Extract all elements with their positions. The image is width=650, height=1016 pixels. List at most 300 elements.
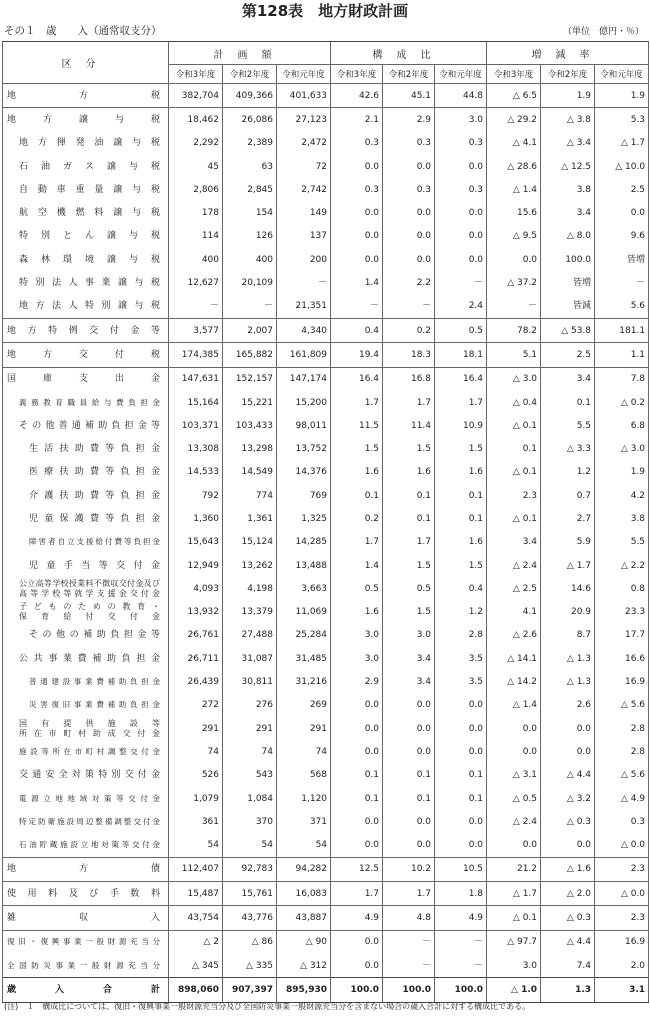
table-cell: 13,488 [277,554,331,577]
table-cell: 98,011 [277,414,331,437]
table-cell: 0.0 [383,834,435,858]
table-cell: 1.9 [541,84,595,108]
table-cell: 31,485 [277,647,331,670]
table-cell: 382,704 [169,84,223,108]
table-cell: 0.0 [435,248,487,271]
table-cell: 2.9 [383,108,435,132]
table-cell: 2.1 [331,108,383,132]
table-cell: 0.0 [383,694,435,717]
table-row [3,178,649,201]
table-row [3,155,649,178]
table-cell: △ 86 [223,930,277,954]
table-cell: △ 4.9 [595,787,649,810]
row-label: 児童手当等交付金 [3,554,169,577]
table-cell: △ 3.8 [541,108,595,132]
header-year: 令和2年度 [383,65,435,84]
table-cell: △ 0.1 [487,507,541,530]
table-cell: 792 [169,484,223,507]
row-label: 地方債 [3,857,169,881]
table-cell: 1.7 [383,391,435,414]
table-cell: 1.9 [595,461,649,484]
table-cell: 13,379 [223,601,277,624]
table-cell: 72 [277,155,331,178]
table-row [3,225,649,248]
table-cell: 42.6 [331,84,383,108]
table-row [3,531,649,554]
table-cell: 10.5 [435,857,487,881]
table-row [3,787,649,810]
table-cell: 126 [223,225,277,248]
table-body [3,84,649,1003]
table-cell: △ 2.4 [487,810,541,833]
table-cell: 0.0 [541,834,595,858]
table-cell: 3.4 [487,531,541,554]
table-row [3,132,649,155]
table-cell: 2.8 [435,624,487,647]
table-cell: 5.1 [487,343,541,367]
table-cell: 272 [169,694,223,717]
table-cell: 8.7 [541,624,595,647]
table-cell: 21,351 [277,295,331,319]
table-cell: 11,069 [277,601,331,624]
table-cell: 0.0 [435,694,487,717]
table-cell: 1,079 [169,787,223,810]
header-year: 令和3年度 [169,65,223,84]
table-cell: △ 0.1 [487,414,541,437]
table-row [3,554,649,577]
table-cell: 154 [223,201,277,224]
table-cell: △ 0.5 [487,787,541,810]
table-row [3,601,649,624]
table-cell: 26,711 [169,647,223,670]
table-row [3,882,649,906]
table-cell: 0.0 [331,225,383,248]
table-row [3,248,649,271]
table-cell: － [277,271,331,294]
row-label: 地方税 [3,84,169,108]
table-cell: △ 5.6 [595,764,649,787]
table-row [3,857,649,881]
table-cell: 11.5 [331,414,383,437]
table-cell: △ 2.4 [487,554,541,577]
table-cell: 161,809 [277,343,331,367]
table-cell: 2.6 [541,694,595,717]
table-cell: 1.6 [331,601,383,624]
table-cell: 30,811 [223,670,277,693]
table-cell: 1.9 [595,84,649,108]
table-cell: 5.9 [541,531,595,554]
table-cell: △ 345 [169,954,223,978]
row-label: 子どものための教育・ 保育給付交付金 [3,601,169,624]
table-row [3,954,649,978]
table-cell: 17.7 [595,624,649,647]
table-cell: 3.5 [435,670,487,693]
table-cell: 皆減 [541,295,595,319]
table-cell: 0.0 [383,155,435,178]
table-row [3,437,649,460]
table-cell: 3.0 [331,647,383,670]
table-cell: △ 4.4 [541,764,595,787]
table-cell: 45.1 [383,84,435,108]
table-cell: 0.0 [435,834,487,858]
table-cell: 2.3 [487,484,541,507]
header-year: 令和元年度 [435,65,487,84]
table-cell: 2,292 [169,132,223,155]
table-row [3,84,649,108]
table-cell: 25,284 [277,624,331,647]
table-cell: 3.4 [383,670,435,693]
table-row [3,367,649,391]
row-label: 航空機燃料譲与税 [3,201,169,224]
table-cell: 63 [223,155,277,178]
table-cell: 16.9 [595,930,649,954]
table-cell: － [435,271,487,294]
row-label: 雑収入 [3,906,169,930]
table-cell: 2.0 [595,954,649,978]
table-cell: 19.4 [331,343,383,367]
table-cell: △ 1.7 [541,554,595,577]
table-row [3,343,649,367]
table-cell: 26,761 [169,624,223,647]
table-row [3,201,649,224]
table-cell: 769 [277,484,331,507]
table-cell: △ 29.2 [487,108,541,132]
table-cell: 4.8 [383,906,435,930]
table-cell: 0.0 [383,225,435,248]
table-cell: 112,407 [169,857,223,881]
table-cell: 15,124 [223,531,277,554]
table-cell: 0.1 [331,764,383,787]
table-cell: △ 3.0 [595,437,649,460]
table-cell: 94,282 [277,857,331,881]
table-cell: △ 2 [169,930,223,954]
table-cell: 0.5 [435,318,487,342]
table-row [3,318,649,342]
table-cell: 3,663 [277,577,331,600]
table-cell: 皆増 [595,248,649,271]
table-cell: 276 [223,694,277,717]
table-cell: △ 0.3 [541,810,595,833]
row-label: 公立高等学校授業料不徴収交付金及び 高等学校等就学支援金交付金 [3,577,169,600]
table-row [3,930,649,954]
table-cell: 2.4 [435,295,487,319]
table-cell: 400 [223,248,277,271]
table-cell: 370 [223,810,277,833]
table-cell: 1.1 [595,343,649,367]
table-cell: 2.8 [595,740,649,763]
table-cell: 10.9 [435,414,487,437]
table-cell: △ 14.1 [487,647,541,670]
table-cell: 4.9 [331,906,383,930]
row-label: 特定防衛施設周辺整備調整交付金 [3,810,169,833]
row-label: 障害者自立支援給付費等負担金 [3,531,169,554]
table-cell: 1.6 [331,461,383,484]
row-label: 歳入合計 [3,978,169,1002]
table-cell: － [383,954,435,978]
table-cell: 27,488 [223,624,277,647]
table-cell: 0.0 [331,201,383,224]
table-cell: 165,882 [223,343,277,367]
table-cell: 0.0 [331,248,383,271]
table-cell: 0.0 [487,717,541,740]
table-cell: 14,533 [169,461,223,484]
table-cell: － [169,295,223,319]
table-cell: 54 [277,834,331,858]
table-cell: 2.3 [595,857,649,881]
row-label: 地方交付税 [3,343,169,367]
table-cell: 44.8 [435,84,487,108]
table-cell: 149 [277,201,331,224]
table-cell: 18,462 [169,108,223,132]
table-cell: 3,577 [169,318,223,342]
table-row [3,484,649,507]
table-cell: 3.5 [435,647,487,670]
table-cell: △ 1.3 [541,647,595,670]
table-cell: 31,216 [277,670,331,693]
table-cell: 14,376 [277,461,331,484]
table-cell: 0.0 [331,694,383,717]
table-cell: △ 4.4 [541,930,595,954]
table-cell: 13,752 [277,437,331,460]
row-label: 国庫支出金 [3,367,169,391]
table-cell: 100.0 [383,978,435,1002]
table-cell: 4.1 [487,601,541,624]
table-cell: 12.5 [331,857,383,881]
table-cell: 543 [223,764,277,787]
row-label: 地方法人特別譲与税 [3,295,169,319]
table-cell: 6.8 [595,414,649,437]
table-cell: △ 3.2 [541,787,595,810]
table-cell: 15,200 [277,391,331,414]
table-cell: 174,385 [169,343,223,367]
table-cell: 0.0 [541,717,595,740]
table-cell: △ 3.1 [487,764,541,787]
table-cell: 291 [169,717,223,740]
table-cell: 3.4 [541,201,595,224]
table-cell: 4,093 [169,577,223,600]
table-cell: 0.0 [383,201,435,224]
table-cell: 0.4 [331,318,383,342]
table-cell: 4,198 [223,577,277,600]
table-cell: △ 97.7 [487,930,541,954]
table-cell: 16.4 [435,367,487,391]
table-cell: △ 0.3 [541,906,595,930]
table-cell: △ 53.8 [541,318,595,342]
table-cell: 1,120 [277,787,331,810]
table-cell: 1.3 [541,978,595,1002]
table-cell: △ 0.0 [595,882,649,906]
table-cell: △ 90 [277,930,331,954]
table-cell: 12,949 [169,554,223,577]
table-cell: 0.1 [383,484,435,507]
table-cell: 0.3 [435,132,487,155]
table-cell: 409,366 [223,84,277,108]
table-cell: 1,360 [169,507,223,530]
table-cell: 1.7 [383,882,435,906]
table-cell: △ 1.4 [487,178,541,201]
table-cell: 3.0 [487,954,541,978]
table-cell: － [435,930,487,954]
table-cell: 0.1 [383,764,435,787]
table-cell: 1.7 [331,391,383,414]
table-cell: △ 2.5 [487,577,541,600]
row-label: 石油貯蔵施設立地対策等交付金 [3,834,169,858]
table-cell: 7.8 [595,367,649,391]
page-title: 第128表 地方財政計画 [241,2,409,20]
table-cell: 1.4 [331,271,383,294]
table-row [3,810,649,833]
row-label: 普通建設事業費補助負担金 [3,670,169,693]
table-cell: 2.3 [595,906,649,930]
table-cell: 0.0 [331,155,383,178]
table-cell: 0.5 [331,577,383,600]
table-cell: 2.7 [541,507,595,530]
table-cell: △ 8.0 [541,225,595,248]
table-cell: 皆増 [541,271,595,294]
table-cell: △ 37.2 [487,271,541,294]
table-cell: 898,060 [169,978,223,1002]
table-cell: △ 10.0 [595,155,649,178]
table-cell: 4.2 [595,484,649,507]
table-row [3,694,649,717]
table-cell: △ 0.0 [595,834,649,858]
row-label: 交通安全対策特別交付金 [3,764,169,787]
table-cell: 0.1 [541,391,595,414]
table-cell: 16.4 [331,367,383,391]
table-cell: △ 2.0 [541,882,595,906]
table-cell: 16,083 [277,882,331,906]
table-cell: 15,221 [223,391,277,414]
table-cell: △ 1.7 [487,882,541,906]
table-cell: 43,754 [169,906,223,930]
table-cell: 0.4 [435,577,487,600]
table-cell: 0.0 [331,954,383,978]
table-cell: 15,487 [169,882,223,906]
table-cell: 5.3 [595,108,649,132]
row-label: その他普通補助負担金等 [3,414,169,437]
table-row [3,624,649,647]
table-cell: 31,087 [223,647,277,670]
header-year: 令和2年度 [223,65,277,84]
table-cell: 0.1 [331,484,383,507]
row-label: 公共事業費補助負担金 [3,647,169,670]
table-cell: 20,109 [223,271,277,294]
table-cell: 2.2 [383,271,435,294]
table-cell: △ 9.5 [487,225,541,248]
table-cell: 0.1 [383,787,435,810]
table-cell: △ 6.5 [487,84,541,108]
table-cell: 291 [277,717,331,740]
row-label: 生活扶助費等負担金 [3,437,169,460]
table-cell: 54 [169,834,223,858]
table-cell: 0.0 [487,834,541,858]
table-cell: 400 [169,248,223,271]
header-plan: 計画額 [169,42,331,65]
table-cell: 1,084 [223,787,277,810]
table-cell: 103,433 [223,414,277,437]
table-cell: 100.0 [541,248,595,271]
header-change: 増減率 [487,42,649,65]
table-cell: △ 0.1 [487,461,541,484]
table-cell: △ 335 [223,954,277,978]
table-cell: 1.2 [435,601,487,624]
table-cell: 0.0 [331,740,383,763]
row-label: 石油ガス譲与税 [3,155,169,178]
table-cell: 16.9 [595,670,649,693]
table-cell: △ 1.0 [487,978,541,1002]
table-cell: 26,086 [223,108,277,132]
table-cell: 0.0 [435,717,487,740]
table-cell: 0.1 [331,787,383,810]
row-label: 使用料及び手数料 [3,882,169,906]
table-cell: 137 [277,225,331,248]
table-cell: 1,361 [223,507,277,530]
table-cell: 147,174 [277,367,331,391]
header-year: 令和元年度 [277,65,331,84]
table-cell: 0.0 [487,248,541,271]
row-label: 特別とん譲与税 [3,225,169,248]
table-cell: － [595,271,649,294]
table-row [3,507,649,530]
table-row [3,461,649,484]
table-cell: 181.1 [595,318,649,342]
table-cell: 3.4 [541,367,595,391]
table-cell: 1.7 [383,531,435,554]
table-cell: 401,633 [277,84,331,108]
table-cell: 1.6 [435,531,487,554]
table-cell: △ 0.4 [487,391,541,414]
table-cell: 15.6 [487,201,541,224]
table-cell: 1,325 [277,507,331,530]
table-cell: 3.4 [383,647,435,670]
table-cell: 0.8 [595,577,649,600]
table-row [3,764,649,787]
table-cell: △ 1.4 [487,694,541,717]
table-cell: 100.0 [435,978,487,1002]
table-cell: 907,397 [223,978,277,1002]
row-label: 復旧・復興事業一般財源充当分 [3,930,169,954]
table-cell: 1.7 [435,391,487,414]
table-cell: 43,776 [223,906,277,930]
table-cell: 0.1 [435,787,487,810]
row-label: 介護扶助費等負担金 [3,484,169,507]
table-cell: 74 [277,740,331,763]
table-cell: 152,157 [223,367,277,391]
table-cell: 1.6 [435,461,487,484]
table-cell: 147,631 [169,367,223,391]
table-cell: 1.7 [331,531,383,554]
row-label: 森林環境譲与税 [3,248,169,271]
row-label: 災害復旧事業費補助負担金 [3,694,169,717]
table-cell: 1.5 [383,437,435,460]
table-cell: 15,643 [169,531,223,554]
header-year: 令和3年度 [487,65,541,84]
table-cell: 9.6 [595,225,649,248]
table-cell: 291 [223,717,277,740]
table-cell: 78.2 [487,318,541,342]
table-cell: 361 [169,810,223,833]
table-cell: 0.0 [331,717,383,740]
table-cell: △ 0.2 [595,391,649,414]
table-cell: 0.0 [435,740,487,763]
table-cell: 1.5 [331,437,383,460]
table-cell: 13,932 [169,601,223,624]
table-cell: 14,549 [223,461,277,484]
table-cell: △ 14.2 [487,670,541,693]
table-cell: 0.0 [383,810,435,833]
table-row [3,834,649,858]
table-cell: 1.7 [331,882,383,906]
